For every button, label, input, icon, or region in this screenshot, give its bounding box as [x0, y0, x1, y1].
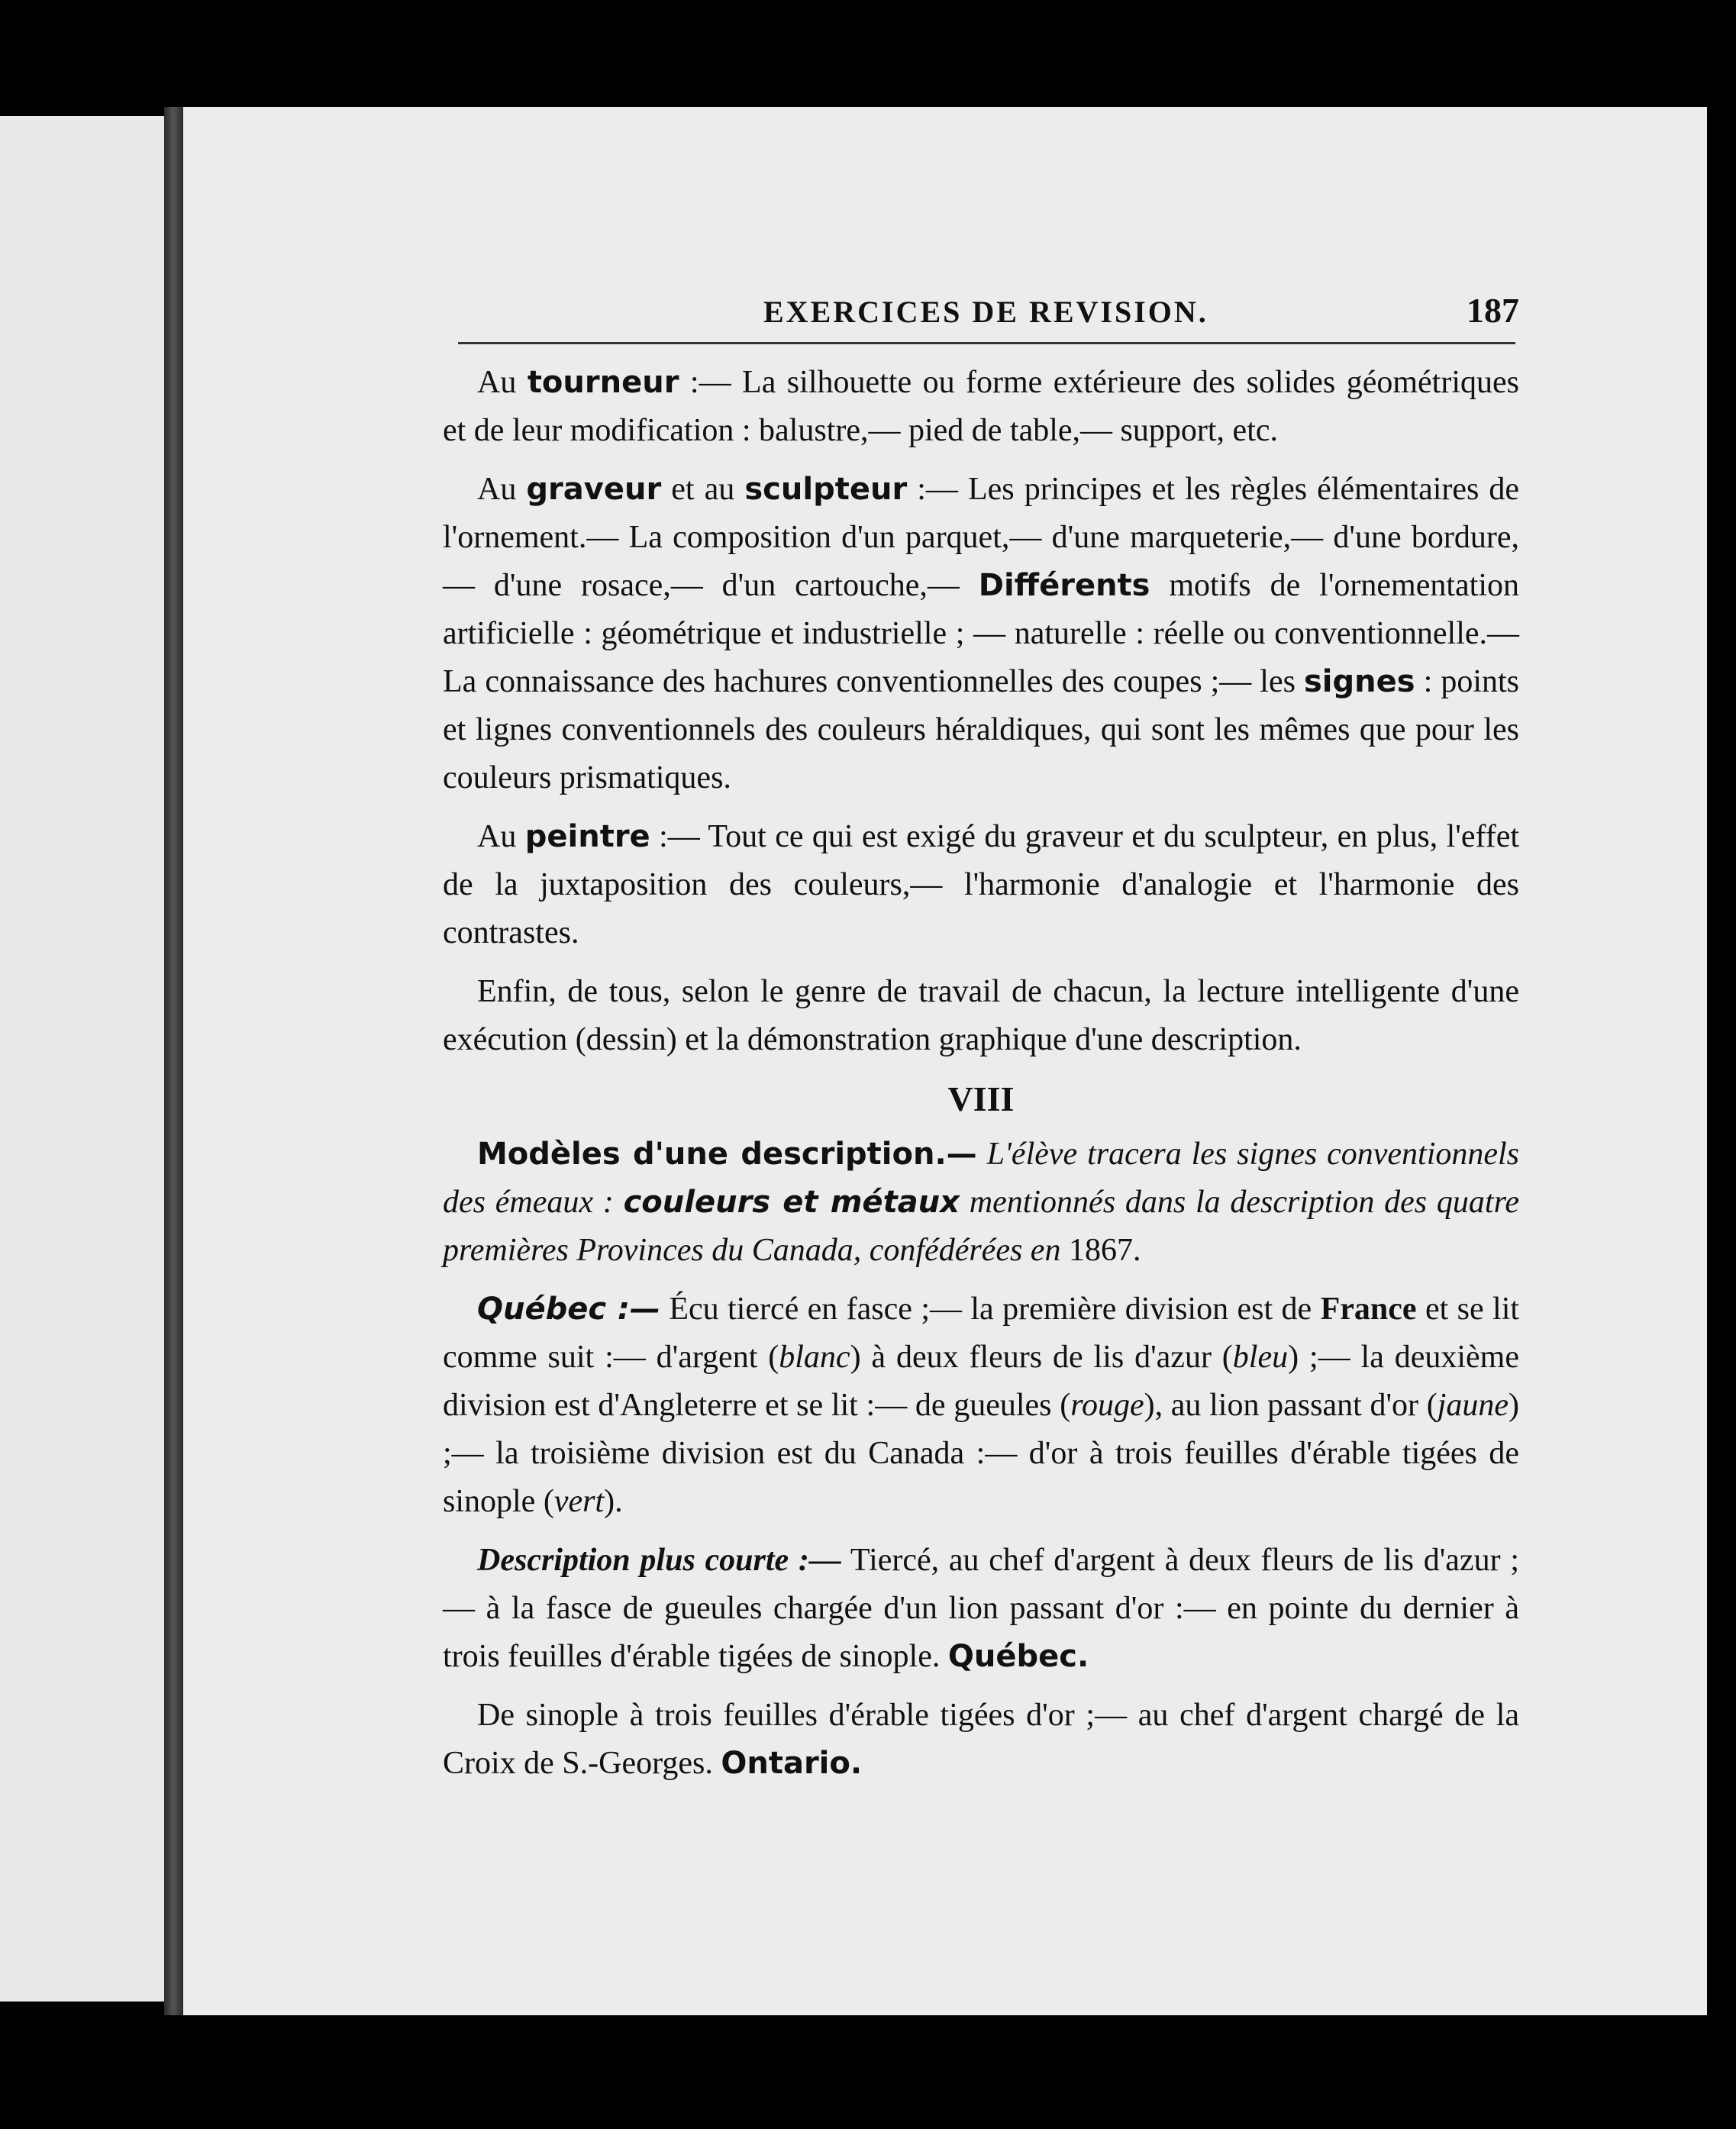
paragraph-peintre: Au peintre :— Tout ce qui est exigé du graveur et du sculpteur, en plus, l'effet de la juxtaposition des couleurs,— l'harmonie d'analogie et l'harmonie des contrastes. [443, 819, 1520, 950]
page-header [763, 291, 1519, 340]
facing-page-edge [0, 116, 164, 2002]
term-sculpteur: sculpteur [744, 472, 908, 507]
body-text [443, 359, 1519, 1798]
section-title: Modèles d'une description.— [477, 1137, 977, 1172]
province-ontario: Ontario. [721, 1746, 863, 1781]
term-peintre: peintre [524, 819, 650, 854]
paragraph-quebec: Québec :— Écu tiercé en fasce ;— la première division est de France et se lit comme suit :— d'argent (blanc) à deux fleurs de lis d'azur (bleu) ;— la deuxième division est d'Angleterre et se lit :— de gueules (rouge), au lion passant d'or (jaune) ;— la troisième division est du Canada :— d'or à trois feuilles d'érable tigées de sinople (vert). [443, 1292, 1520, 1519]
province-quebec: Québec. [947, 1639, 1089, 1674]
paragraph-ontario: De sinople à trois feuilles d'érable tigées d'or ;— au chef d'argent chargé de la Croix de S.-Georges. Ontario. [443, 1698, 1519, 1781]
paragraph-enfin: Enfin, de tous, selon le genre de travail de chacun, la lecture intelligente d'une exécution (dessin) et la démonstration graphique d'une description. [443, 974, 1519, 1057]
term-tourneur: tourneur [527, 365, 679, 400]
paragraph-modeles: Modèles d'une description.— L'élève tracera les signes conventionnels des émeaux : couleurs et métaux mentionnés dans la description des quatre premières Provinces du Canada, confédérées en 1867. [443, 1137, 1520, 1268]
paragraph-graveur: Au graveur et au sculpteur :— Les principes et les règles élémentaires de l'ornement.— La composition d'un parquet,— d'une marqueterie,— d'une bordure,— d'une rosace,— d'un cartouche,— Différents motifs de l'ornementation artificielle : géométrique et industrielle ; — naturelle : réelle ou conventionnelle.— La connaissance des hachures conventionnelles des coupes ;— les signes : points et lignes conventionnels des couleurs héraldiques, qui sont les mêmes que pour les couleurs prismatiques. [443, 472, 1520, 795]
term-graveur: graveur [526, 472, 662, 507]
header-rule [458, 342, 1515, 344]
page-number: 187 [1467, 291, 1519, 330]
paragraph-description-courte: Description plus courte :— Tiercé, au chef d'argent à deux fleurs de lis d'azur ;— à la fasce de gueules chargée d'un lion passant d'or :— en pointe du dernier à trois feuilles d'érable tigées de sinople. Québec. [443, 1543, 1519, 1674]
running-head: EXERCICES DE REVISION. [763, 295, 1208, 329]
paragraph-tourneur: Au tourneur :— La silhouette ou forme extérieure des solides géométriques et de leur modification : balustre,— pied de table,— support, etc. [443, 365, 1519, 448]
term-quebec: Québec :— [477, 1292, 660, 1327]
section-number: VIII [947, 1079, 1015, 1118]
